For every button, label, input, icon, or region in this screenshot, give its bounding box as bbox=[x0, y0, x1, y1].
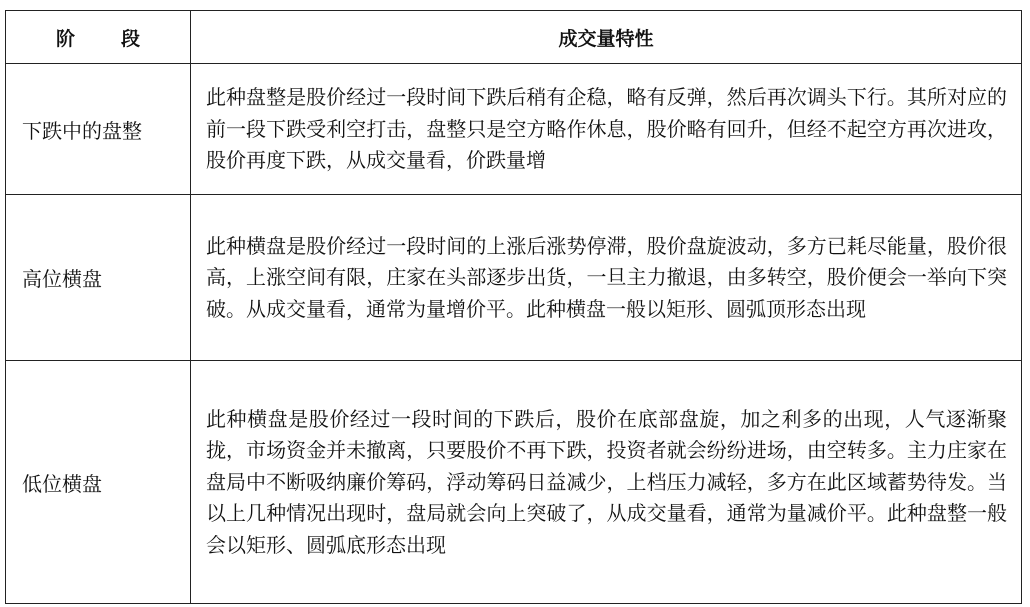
stage-cell: 高位横盘 bbox=[6, 195, 191, 361]
header-stage-char-1: 阶 bbox=[55, 27, 75, 50]
table-header-row bbox=[6, 11, 1022, 64]
stage-cell: 下跌中的盘整 bbox=[6, 64, 191, 195]
volume-characteristics-table bbox=[5, 10, 1022, 604]
header-stage-char-2: 段 bbox=[121, 27, 141, 50]
description-cell: 此种横盘是股价经过一段时间的上涨后涨势停滞，股价盘旋波动，多方已耗尽能量，股价很高，上涨空间有限，庄家在头部逐步出货，一旦主力撤退，由多转空，股价便会一举向下突破。从成交量看，通常为量增价平。此种横盘一般以矩形、圆弧顶形态出现 bbox=[191, 195, 1022, 361]
description-cell: 此种横盘是股价经过一段时间的下跌后，股价在底部盘旋，加之利多的出现，人气逐渐聚拢，市场资金并未撤离，只要股价不再下跌，投资者就会纷纷进场，由空转多。主力庄家在盘局中不断吸纳廉价筹码，浮动筹码日益减少，上档压力减轻，多方在此区域蓄势待发。当以上几种情况出现时，盘局就会向上突破了，从成交量看，通常为量减价平。此种盘整一般会以矩形、圆弧底形态出现 bbox=[191, 361, 1022, 604]
header-volume-characteristics: 成交量特性 bbox=[191, 11, 1022, 64]
header-stage bbox=[6, 11, 191, 64]
table-row bbox=[6, 64, 1022, 195]
table-row bbox=[6, 195, 1022, 361]
description-cell: 此种盘整是股价经过一段时间下跌后稍有企稳，略有反弹，然后再次调头下行。其所对应的前一段下跌受利空打击，盘整只是空方略作休息，股价略有回升，但经不起空方再次进攻，股价再度下跌，从成交量看，价跌量增 bbox=[191, 64, 1022, 195]
stage-cell: 低位横盘 bbox=[6, 361, 191, 604]
table-row bbox=[6, 361, 1022, 604]
